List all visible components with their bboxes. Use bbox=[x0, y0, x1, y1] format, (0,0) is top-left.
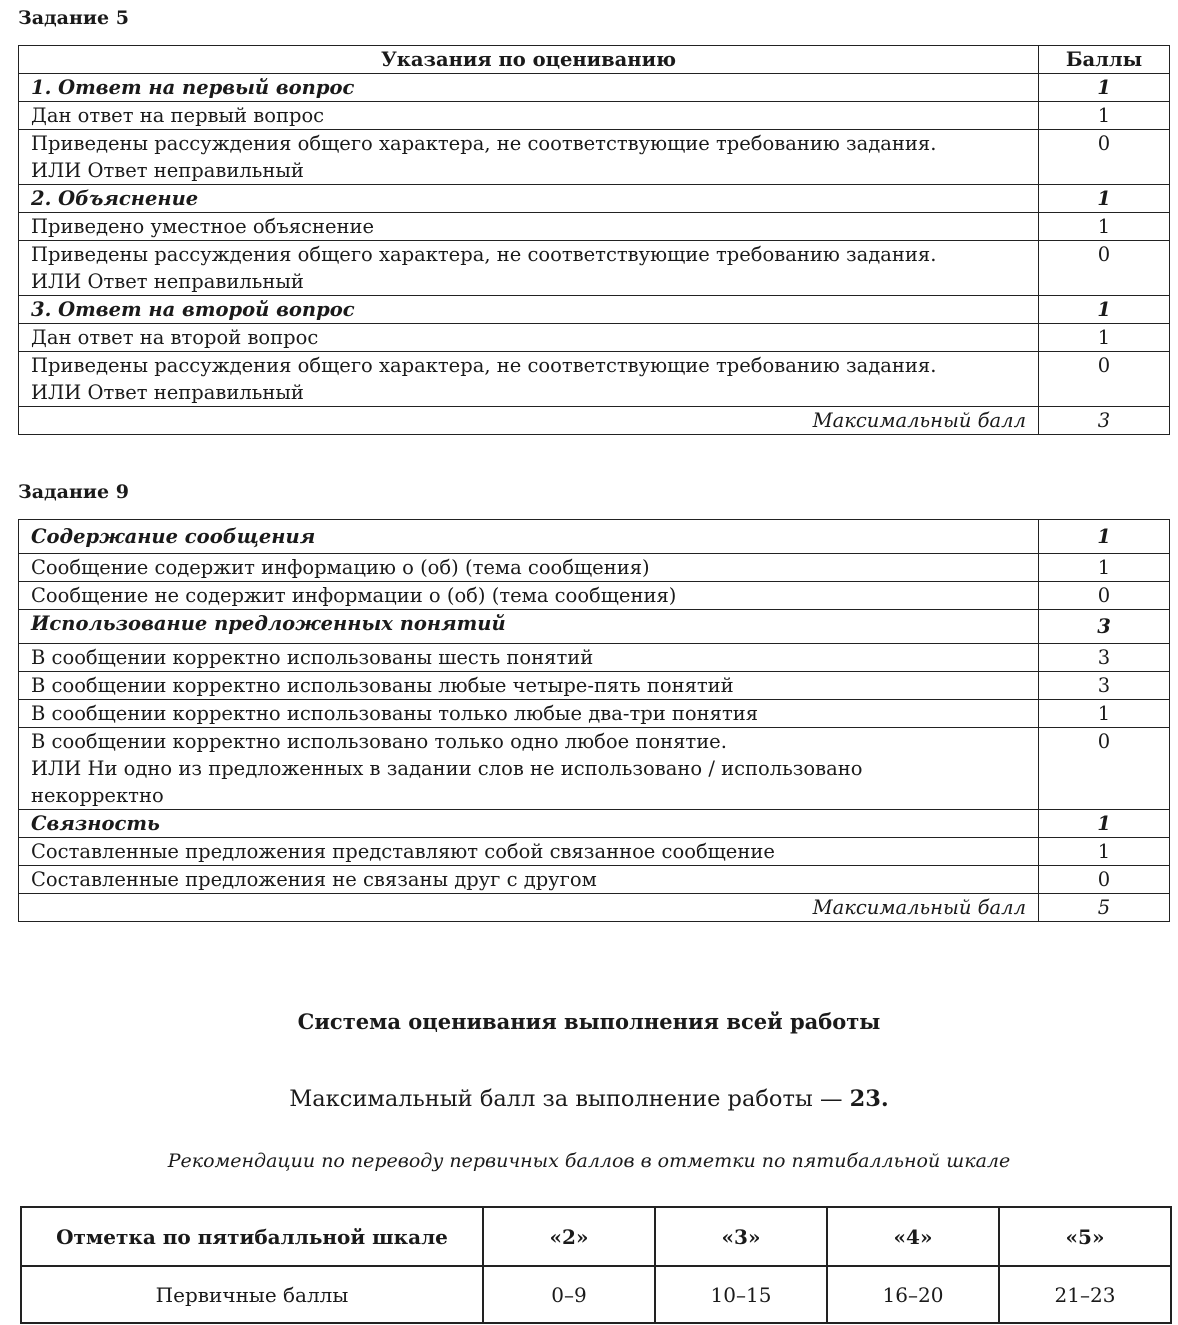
row-text: Приведено уместное объяснение bbox=[19, 213, 1039, 241]
table-row bbox=[19, 866, 1170, 894]
row-text-line: ИЛИ Ответ неправильный bbox=[31, 381, 304, 404]
table-row bbox=[19, 728, 1170, 810]
table-row bbox=[19, 838, 1170, 866]
criterion-score: 1 bbox=[1039, 185, 1170, 213]
row-text-line: Приведены рассуждения общего характера, не соответствующие требованию задания. bbox=[31, 354, 937, 377]
row-text-line: Приведены рассуждения общего характера, не соответствующие требованию задания. bbox=[31, 132, 937, 155]
points-range-cell: 0–9 bbox=[483, 1266, 655, 1323]
criterion-heading: 2. Объяснение bbox=[19, 185, 1039, 213]
row-score: 1 bbox=[1039, 102, 1170, 130]
table-row bbox=[19, 352, 1170, 407]
task9-table bbox=[18, 519, 1170, 922]
row-score: 0 bbox=[1039, 352, 1170, 407]
row-score: 0 bbox=[1039, 582, 1170, 610]
row-text bbox=[19, 352, 1039, 407]
criterion-score: 1 bbox=[1039, 296, 1170, 324]
row-score: 0 bbox=[1039, 866, 1170, 894]
table-row bbox=[19, 672, 1170, 700]
criterion-heading: 1. Ответ на первый вопрос bbox=[19, 74, 1039, 102]
table-row bbox=[19, 130, 1170, 185]
table-row bbox=[19, 554, 1170, 582]
row-text: В сообщении корректно использованы любые четыре-пять понятий bbox=[19, 672, 1039, 700]
row-score: 1 bbox=[1039, 554, 1170, 582]
row-score: 1 bbox=[1039, 700, 1170, 728]
max-score-row bbox=[19, 894, 1170, 922]
criterion-heading-row bbox=[19, 296, 1170, 324]
criterion-score: 1 bbox=[1039, 74, 1170, 102]
grade-cell: «4» bbox=[827, 1207, 999, 1266]
max-total-value: 23. bbox=[849, 1086, 889, 1112]
row-text: В сообщении корректно использованы шесть понятий bbox=[19, 644, 1039, 672]
table-row bbox=[19, 644, 1170, 672]
row-text: Составленные предложения не связаны друг с другом bbox=[19, 866, 1039, 894]
task9-title: Задание 9 bbox=[18, 481, 129, 503]
max-total-text: Максимальный балл за выполнение работы — bbox=[289, 1086, 843, 1112]
table-row bbox=[19, 324, 1170, 352]
max-score-row bbox=[19, 407, 1170, 435]
max-score-value: 3 bbox=[1039, 407, 1170, 435]
row-text: Дан ответ на второй вопрос bbox=[19, 324, 1039, 352]
criterion-heading-row bbox=[19, 610, 1170, 644]
row-score: 1 bbox=[1039, 838, 1170, 866]
row-text: Составленные предложения представляют собой связанное сообщение bbox=[19, 838, 1039, 866]
row-text-line: ИЛИ Ответ неправильный bbox=[31, 159, 304, 182]
points-range-cell: 16–20 bbox=[827, 1266, 999, 1323]
grade-cell: «5» bbox=[999, 1207, 1171, 1266]
row-text: Сообщение содержит информацию о (об) (тема сообщения) bbox=[19, 554, 1039, 582]
row-score: 3 bbox=[1039, 672, 1170, 700]
row-text-line: некорректно bbox=[31, 784, 164, 807]
table-row bbox=[19, 213, 1170, 241]
max-score-value: 5 bbox=[1039, 894, 1170, 922]
max-score-label: Максимальный балл bbox=[19, 407, 1039, 435]
row-score: 0 bbox=[1039, 130, 1170, 185]
row-score: 1 bbox=[1039, 213, 1170, 241]
criterion-heading: Содержание сообщения bbox=[19, 520, 1039, 554]
max-total-line bbox=[0, 1086, 1178, 1112]
row-score: 1 bbox=[1039, 324, 1170, 352]
row-text: Сообщение не содержит информации о (об) (тема сообщения) bbox=[19, 582, 1039, 610]
primary-points-label: Первичные баллы bbox=[21, 1266, 483, 1323]
row-text: Дан ответ на первый вопрос bbox=[19, 102, 1039, 130]
header-criteria: Указания по оцениванию bbox=[19, 46, 1039, 74]
table-row bbox=[19, 582, 1170, 610]
criterion-heading-row bbox=[19, 520, 1170, 554]
task5-table bbox=[18, 45, 1170, 435]
criterion-heading-row bbox=[19, 810, 1170, 838]
criterion-score: 3 bbox=[1039, 610, 1170, 644]
row-text: В сообщении корректно использованы только любые два-три понятия bbox=[19, 700, 1039, 728]
row-text-line: В сообщении корректно использовано только одно любое понятие. bbox=[31, 730, 727, 753]
system-title: Система оценивания выполнения всей работы bbox=[297, 1009, 881, 1034]
row-text bbox=[19, 241, 1039, 296]
row-text bbox=[19, 728, 1039, 810]
criterion-heading: 3. Ответ на второй вопрос bbox=[19, 296, 1039, 324]
row-text-line: ИЛИ Ответ неправильный bbox=[31, 270, 304, 293]
row-text-line: ИЛИ Ни одно из предложенных в задании слов не использовано / использовано bbox=[31, 757, 863, 780]
max-score-label: Максимальный балл bbox=[19, 894, 1039, 922]
grade-table bbox=[20, 1206, 1172, 1324]
header-points: Баллы bbox=[1039, 46, 1170, 74]
criterion-heading-row bbox=[19, 74, 1170, 102]
criterion-heading-row bbox=[19, 185, 1170, 213]
table-row bbox=[19, 102, 1170, 130]
row-score: 3 bbox=[1039, 644, 1170, 672]
criterion-heading: Использование предложенных понятий bbox=[19, 610, 1039, 644]
recommendation-caption: Рекомендации по переводу первичных баллов в отметки по пятибалльной шкале bbox=[167, 1150, 1011, 1172]
table-row bbox=[19, 700, 1170, 728]
points-range-cell: 21–23 bbox=[999, 1266, 1171, 1323]
task5-title: Задание 5 bbox=[18, 7, 129, 29]
row-text bbox=[19, 130, 1039, 185]
criterion-score: 1 bbox=[1039, 520, 1170, 554]
table-row bbox=[19, 241, 1170, 296]
grade-cell: «2» bbox=[483, 1207, 655, 1266]
table-header-row bbox=[19, 46, 1170, 74]
row-score: 0 bbox=[1039, 728, 1170, 810]
primary-points-row bbox=[21, 1266, 1171, 1323]
row-score: 0 bbox=[1039, 241, 1170, 296]
criterion-heading: Связность bbox=[19, 810, 1039, 838]
grade-cell: «3» bbox=[655, 1207, 827, 1266]
grade-header-row bbox=[21, 1207, 1171, 1266]
criterion-score: 1 bbox=[1039, 810, 1170, 838]
grade-header-label: Отметка по пятибалльной шкале bbox=[21, 1207, 483, 1266]
points-range-cell: 10–15 bbox=[655, 1266, 827, 1323]
row-text-line: Приведены рассуждения общего характера, не соответствующие требованию задания. bbox=[31, 243, 937, 266]
